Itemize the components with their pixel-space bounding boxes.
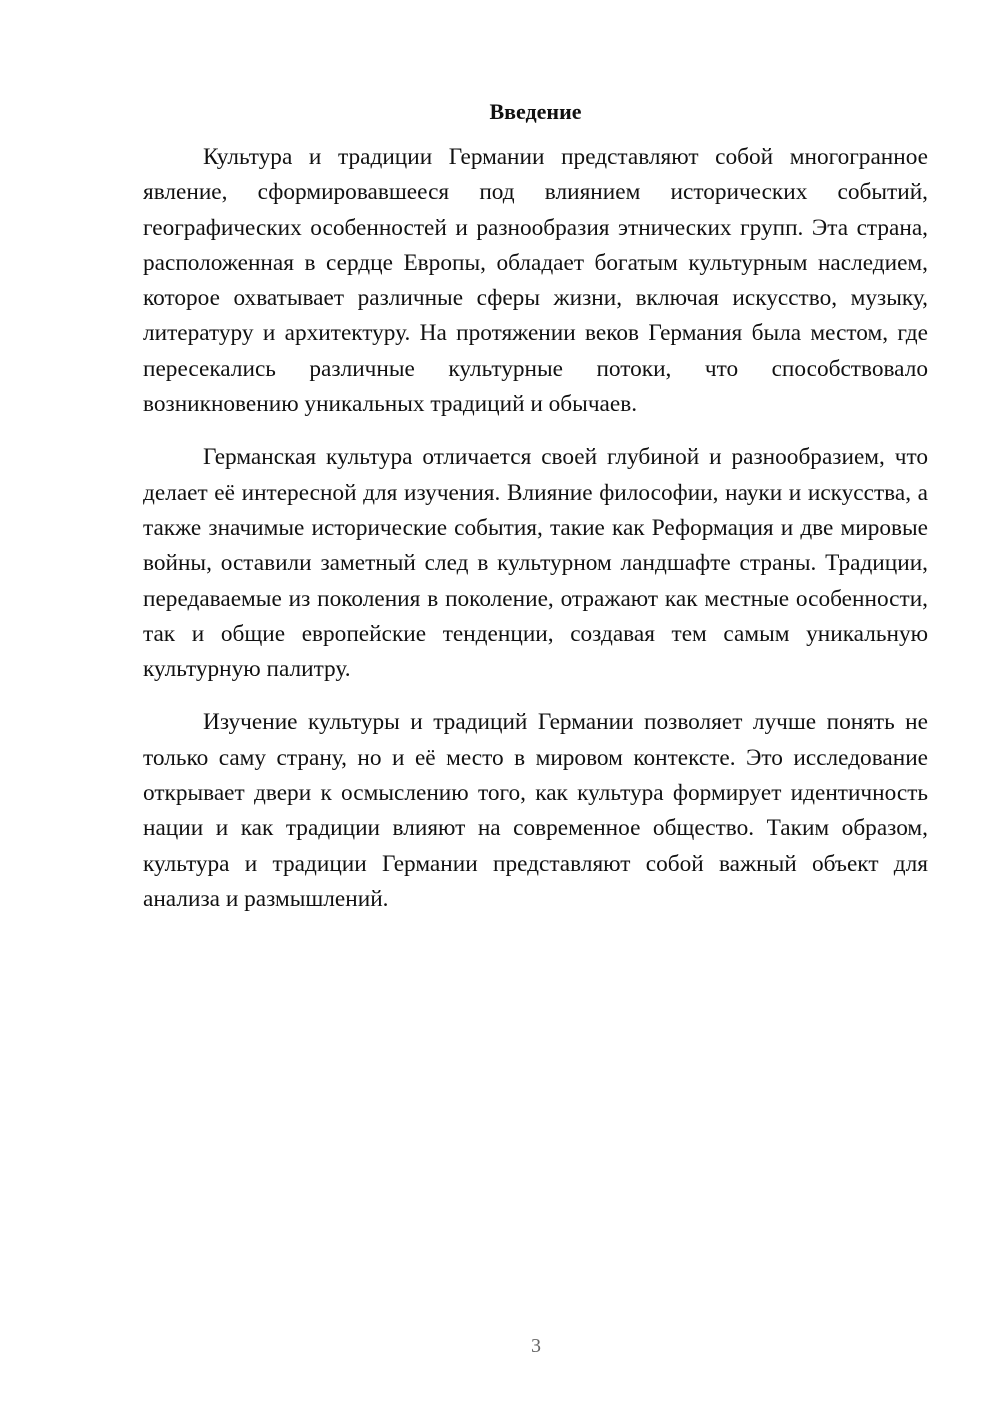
paragraph-3: Изучение культуры и традиций Германии позволяет лучше понять не только саму страну, но и её место в мировом контексте. Это исследование открывает двери к осмыслению того, как культура формирует идентичность нации и как традиции влияют на современное общество. Таким образом, культура и традиции Германии представляют собой важный объект для анализа и размышлений. (143, 709, 928, 912)
paragraph-2: Германская культура отличается своей глубиной и разнообразием, что делает её интересной для изучения. Влияние философии, науки и искусства, а также значимые исторические события, такие как Реформация и две мировые войны, оставили заметный след в культурном ландшафте страны. Традиции, передаваемые из поколения в поколение, отражают как местные особенности, так и общие европейские тенденции, создавая тем самым уникальную культурную палитру. (143, 444, 928, 683)
page-content (143, 96, 928, 917)
paragraph-1: Культура и традиции Германии представляют собой многогранное явление, сформировавшееся под влиянием исторических событий, географических особенностей и разнообразия этнических групп. Эта страна, расположенная в сердце Европы, обладает богатым культурным наследием, которое охватывает различные сферы жизни, включая искусство, музыку, литературу и архитектуру. На протяжении веков Германия была местом, где пересекались различные культурные потоки, что способствовало возникновению уникальных традиций и обычаев. (143, 144, 928, 418)
section-title: Введение (489, 99, 582, 124)
page-number: 3 (531, 1335, 541, 1357)
